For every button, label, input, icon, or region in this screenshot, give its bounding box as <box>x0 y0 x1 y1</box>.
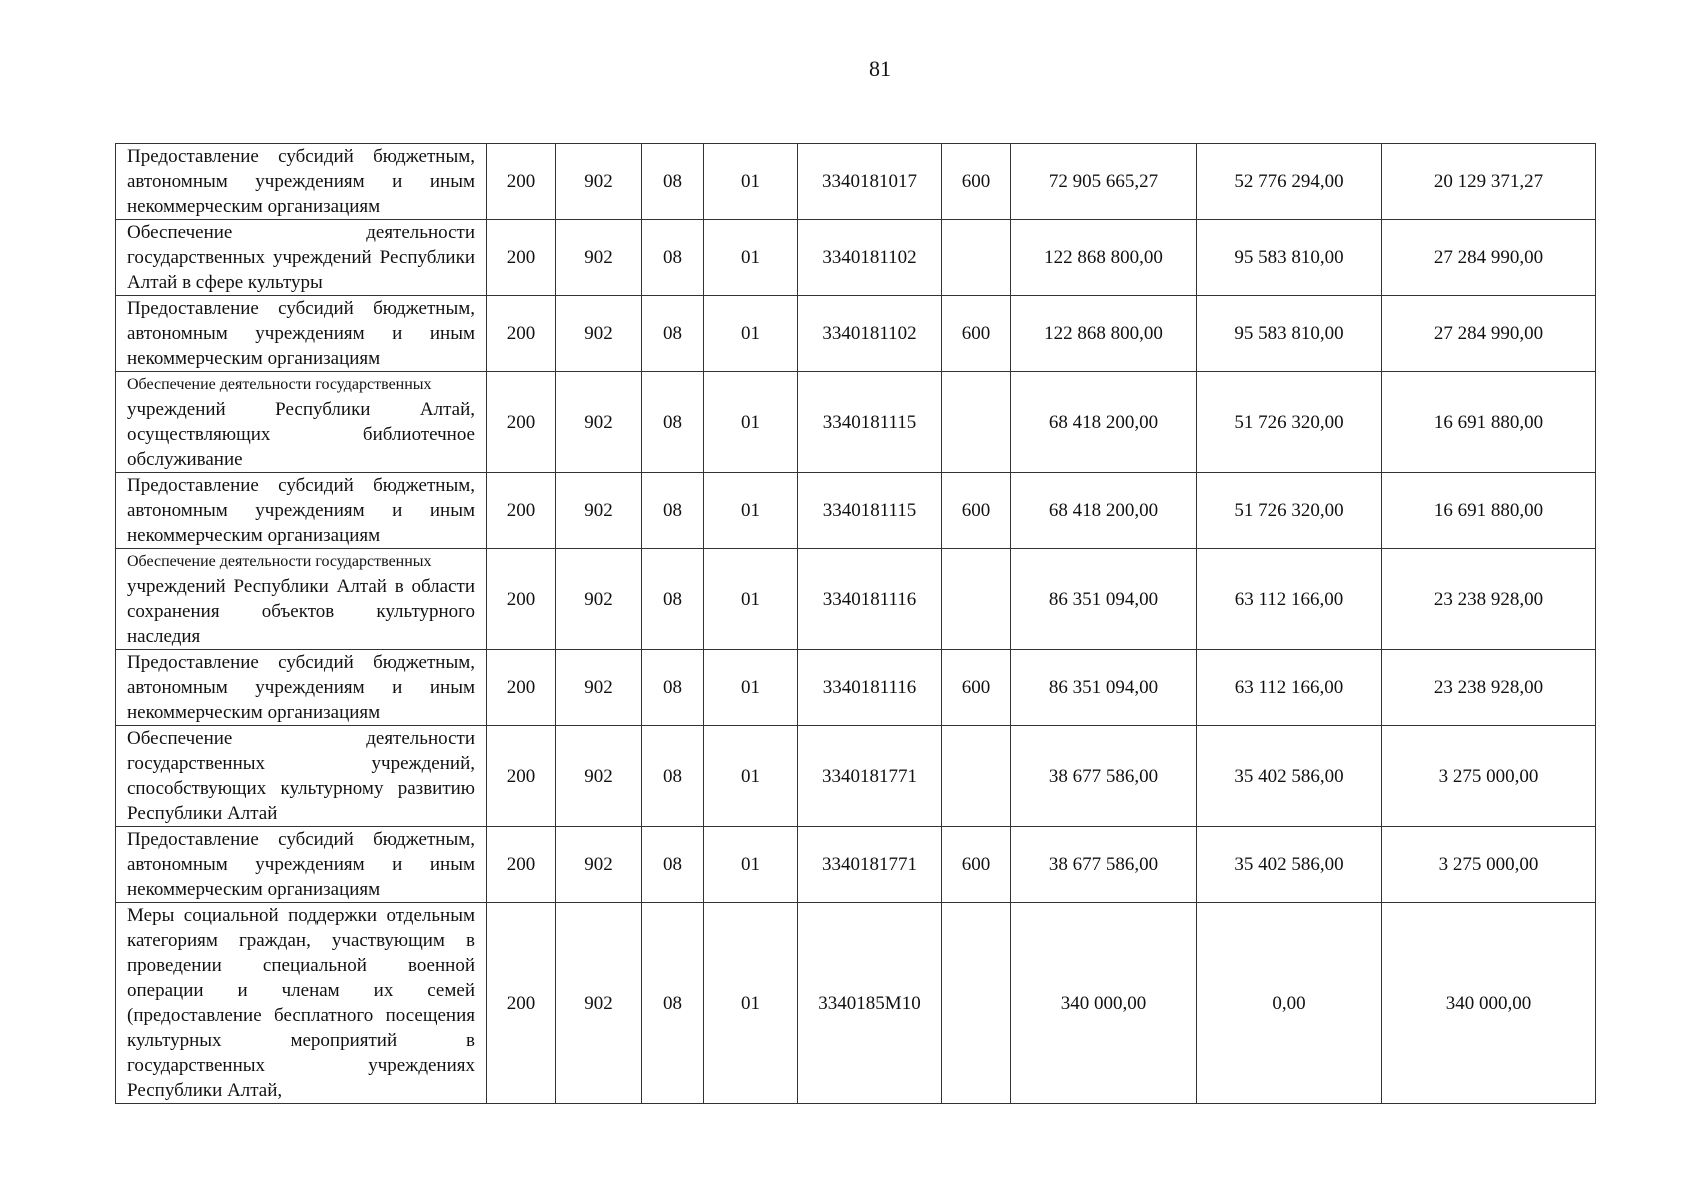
row-amount-2: 52 776 294,00 <box>1197 144 1382 220</box>
row-col-subsection: 01 <box>704 903 798 1104</box>
row-expense-type <box>942 372 1011 473</box>
row-amount-1: 68 418 200,00 <box>1011 372 1197 473</box>
row-expense-type: 600 <box>942 296 1011 372</box>
row-amount-2: 0,00 <box>1197 903 1382 1104</box>
row-amount-3: 27 284 990,00 <box>1382 220 1596 296</box>
row-col-section: 08 <box>642 372 704 473</box>
row-col-902: 902 <box>556 296 642 372</box>
row-expense-type: 600 <box>942 650 1011 726</box>
row-description-text: Предоставление субсидий бюджетным, автономным учреждениям и иным некоммерческим организациям <box>127 298 475 369</box>
row-target-code: 3340181115 <box>798 473 942 549</box>
row-amount-3: 3 275 000,00 <box>1382 726 1596 827</box>
row-col-902: 902 <box>556 372 642 473</box>
row-expense-type <box>942 220 1011 296</box>
row-col-200: 200 <box>487 726 556 827</box>
row-amount-1: 340 000,00 <box>1011 903 1197 1104</box>
row-description <box>116 473 487 549</box>
row-amount-3: 23 238 928,00 <box>1382 650 1596 726</box>
row-amount-3: 20 129 371,27 <box>1382 144 1596 220</box>
row-target-code: 3340181102 <box>798 296 942 372</box>
row-expense-type <box>942 903 1011 1104</box>
row-amount-3: 16 691 880,00 <box>1382 372 1596 473</box>
row-col-subsection: 01 <box>704 827 798 903</box>
row-description-text: Обеспечение деятельности государственных учреждений Республики Алтай в сфере культуры <box>127 222 475 293</box>
row-amount-3: 16 691 880,00 <box>1382 473 1596 549</box>
row-description <box>116 726 487 827</box>
row-expense-type: 600 <box>942 144 1011 220</box>
row-description-text: Предоставление субсидий бюджетным, автономным учреждениям и иным некоммерческим организациям <box>127 146 475 217</box>
row-col-902: 902 <box>556 726 642 827</box>
row-col-200: 200 <box>487 144 556 220</box>
row-amount-2: 51 726 320,00 <box>1197 372 1382 473</box>
row-col-section: 08 <box>642 549 704 650</box>
row-description-text: Меры социальной поддержки отдельным категориям граждан, участвующим в проведении специальной военной операции и членам их семей (предоставление бесплатного посещения культурных мероприятий в государственных учреждениях Республики Алтай, <box>127 905 475 1101</box>
table-row <box>116 372 1596 473</box>
row-target-code: 3340181116 <box>798 650 942 726</box>
row-col-200: 200 <box>487 903 556 1104</box>
row-col-subsection: 01 <box>704 473 798 549</box>
row-description-first-line: Обеспечение деятельности государственных <box>127 553 432 570</box>
row-description-text: учреждений Республики Алтай, осуществляющих библиотечное обслуживание <box>127 399 475 470</box>
row-col-section: 08 <box>642 726 704 827</box>
budget-table-body <box>116 144 1596 1104</box>
row-expense-type: 600 <box>942 827 1011 903</box>
row-description <box>116 903 487 1104</box>
budget-table <box>115 143 1596 1104</box>
row-col-200: 200 <box>487 473 556 549</box>
row-col-200: 200 <box>487 372 556 473</box>
row-col-subsection: 01 <box>704 220 798 296</box>
row-expense-type <box>942 726 1011 827</box>
row-col-section: 08 <box>642 903 704 1104</box>
row-amount-1: 68 418 200,00 <box>1011 473 1197 549</box>
row-description <box>116 296 487 372</box>
row-target-code: 3340181017 <box>798 144 942 220</box>
row-col-200: 200 <box>487 549 556 650</box>
row-col-subsection: 01 <box>704 372 798 473</box>
table-row <box>116 220 1596 296</box>
row-target-code: 3340181115 <box>798 372 942 473</box>
row-col-section: 08 <box>642 220 704 296</box>
row-amount-1: 86 351 094,00 <box>1011 650 1197 726</box>
row-amount-2: 63 112 166,00 <box>1197 549 1382 650</box>
row-col-902: 902 <box>556 473 642 549</box>
row-amount-2: 63 112 166,00 <box>1197 650 1382 726</box>
row-description <box>116 220 487 296</box>
table-row <box>116 473 1596 549</box>
row-description <box>116 549 487 650</box>
row-col-200: 200 <box>487 650 556 726</box>
row-amount-1: 38 677 586,00 <box>1011 726 1197 827</box>
row-description-text: Предоставление субсидий бюджетным, автономным учреждениям и иным некоммерческим организациям <box>127 652 475 723</box>
table-row <box>116 296 1596 372</box>
row-description <box>116 144 487 220</box>
row-col-200: 200 <box>487 220 556 296</box>
row-col-902: 902 <box>556 144 642 220</box>
row-col-902: 902 <box>556 650 642 726</box>
row-amount-3: 27 284 990,00 <box>1382 296 1596 372</box>
row-amount-3: 23 238 928,00 <box>1382 549 1596 650</box>
row-description <box>116 650 487 726</box>
row-description-text: Предоставление субсидий бюджетным, автономным учреждениям и иным некоммерческим организациям <box>127 475 475 546</box>
row-amount-1: 72 905 665,27 <box>1011 144 1197 220</box>
table-row <box>116 144 1596 220</box>
row-amount-1: 122 868 800,00 <box>1011 296 1197 372</box>
row-description <box>116 372 487 473</box>
row-col-section: 08 <box>642 144 704 220</box>
row-description-text: учреждений Республики Алтай в области сохранения объектов культурного наследия <box>127 576 475 647</box>
row-target-code: 3340181102 <box>798 220 942 296</box>
row-amount-1: 86 351 094,00 <box>1011 549 1197 650</box>
row-amount-3: 340 000,00 <box>1382 903 1596 1104</box>
row-col-902: 902 <box>556 549 642 650</box>
table-row <box>116 903 1596 1104</box>
row-col-subsection: 01 <box>704 549 798 650</box>
row-amount-1: 122 868 800,00 <box>1011 220 1197 296</box>
row-target-code: 3340181771 <box>798 726 942 827</box>
row-amount-2: 35 402 586,00 <box>1197 726 1382 827</box>
row-amount-2: 95 583 810,00 <box>1197 220 1382 296</box>
table-row <box>116 549 1596 650</box>
row-description-first-line: Обеспечение деятельности государственных <box>127 376 432 393</box>
row-col-200: 200 <box>487 296 556 372</box>
row-amount-2: 35 402 586,00 <box>1197 827 1382 903</box>
row-col-section: 08 <box>642 650 704 726</box>
table-row <box>116 650 1596 726</box>
row-col-902: 902 <box>556 827 642 903</box>
row-col-200: 200 <box>487 827 556 903</box>
row-expense-type: 600 <box>942 473 1011 549</box>
row-target-code: 3340181116 <box>798 549 942 650</box>
row-col-section: 08 <box>642 296 704 372</box>
row-description <box>116 827 487 903</box>
page-number: 81 <box>869 56 891 81</box>
row-col-section: 08 <box>642 473 704 549</box>
row-col-subsection: 01 <box>704 650 798 726</box>
row-col-902: 902 <box>556 903 642 1104</box>
row-col-subsection: 01 <box>704 296 798 372</box>
row-expense-type <box>942 549 1011 650</box>
row-col-subsection: 01 <box>704 726 798 827</box>
row-col-subsection: 01 <box>704 144 798 220</box>
table-row <box>116 726 1596 827</box>
row-col-902: 902 <box>556 220 642 296</box>
row-amount-2: 95 583 810,00 <box>1197 296 1382 372</box>
row-col-section: 08 <box>642 827 704 903</box>
row-description-text: Обеспечение деятельности государственных учреждений, способствующих культурному развитию Республики Алтай <box>127 728 475 824</box>
row-target-code: 3340185М10 <box>798 903 942 1104</box>
row-amount-2: 51 726 320,00 <box>1197 473 1382 549</box>
table-row <box>116 827 1596 903</box>
row-description-text: Предоставление субсидий бюджетным, автономным учреждениям и иным некоммерческим организациям <box>127 829 475 900</box>
row-amount-1: 38 677 586,00 <box>1011 827 1197 903</box>
row-target-code: 3340181771 <box>798 827 942 903</box>
row-amount-3: 3 275 000,00 <box>1382 827 1596 903</box>
